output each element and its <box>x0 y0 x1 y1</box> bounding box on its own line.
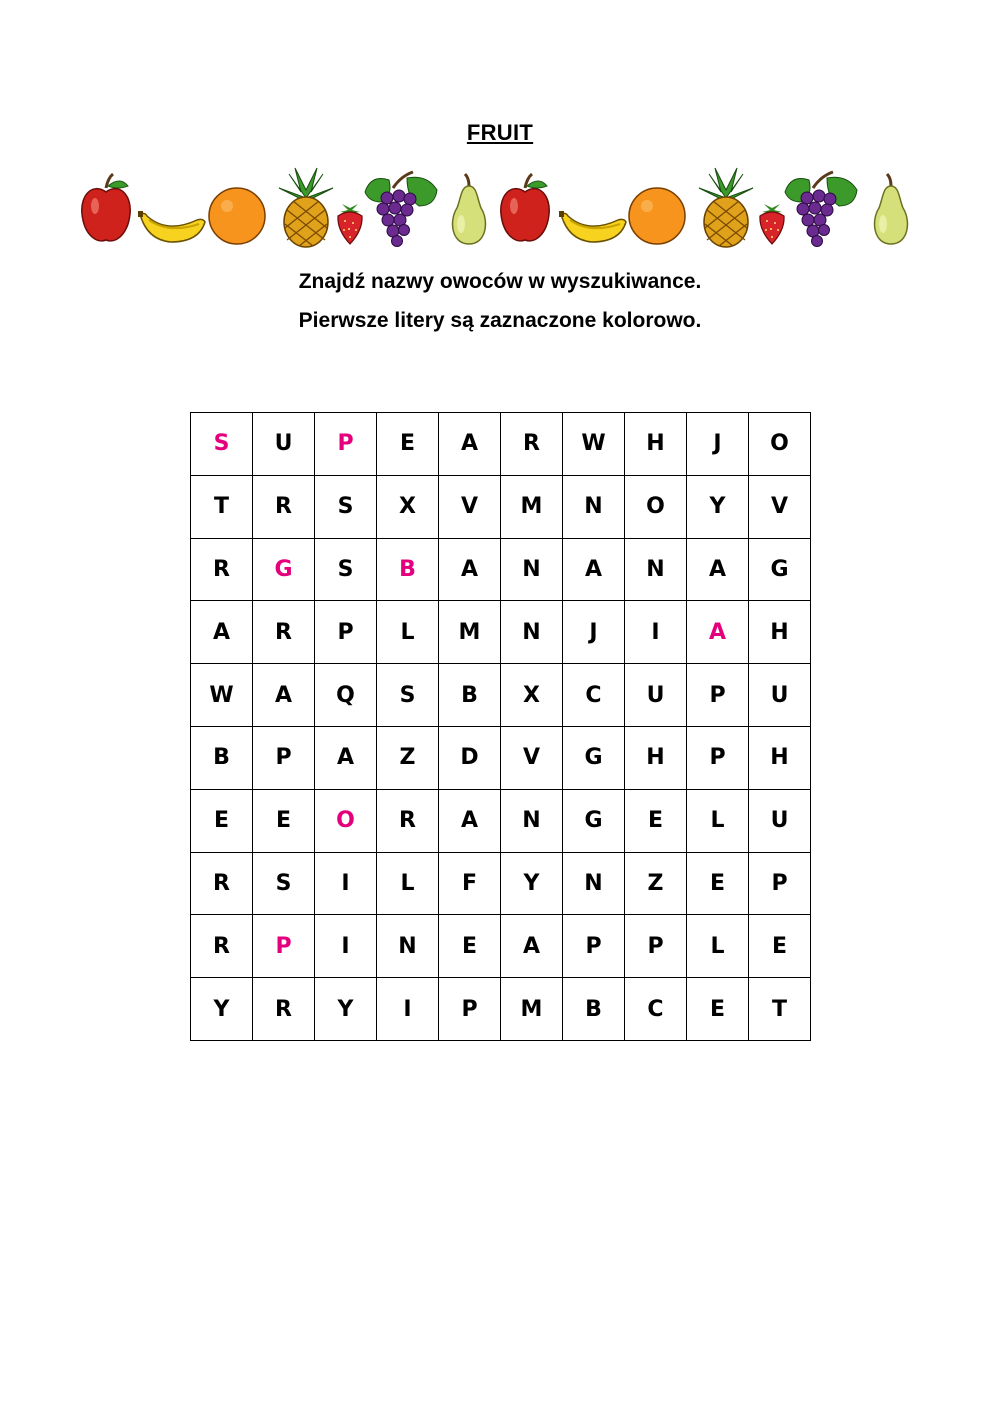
grid-cell[interactable]: R <box>253 601 315 664</box>
grid-cell-highlighted[interactable]: B <box>377 538 439 601</box>
grid-cell[interactable]: A <box>563 538 625 601</box>
grid-cell[interactable]: M <box>501 475 563 538</box>
grid-cell[interactable]: I <box>377 978 439 1041</box>
grid-cell[interactable]: P <box>253 726 315 789</box>
page-title: FRUIT <box>466 120 534 145</box>
grid-cell[interactable]: N <box>501 538 563 601</box>
grid-cell[interactable]: C <box>625 978 687 1041</box>
grid-cell[interactable]: Q <box>315 664 377 727</box>
grid-cell[interactable]: Y <box>501 852 563 915</box>
grid-cell[interactable]: A <box>439 538 501 601</box>
grid-cell[interactable]: S <box>315 475 377 538</box>
grapes-icon <box>783 168 861 248</box>
grid-cell[interactable]: A <box>191 601 253 664</box>
grid-cell[interactable]: M <box>501 978 563 1041</box>
grid-cell[interactable]: A <box>253 664 315 727</box>
grid-cell[interactable]: U <box>749 664 811 727</box>
grid-cell[interactable]: J <box>563 601 625 664</box>
grid-row <box>191 413 811 476</box>
grid-cell[interactable]: X <box>501 664 563 727</box>
grid-cell[interactable]: P <box>749 852 811 915</box>
grid-cell[interactable]: R <box>191 538 253 601</box>
grid-cell[interactable]: E <box>749 915 811 978</box>
grid-cell[interactable]: O <box>749 413 811 476</box>
pear-icon <box>447 168 491 248</box>
grid-cell[interactable]: V <box>501 726 563 789</box>
grid-cell[interactable]: R <box>253 978 315 1041</box>
grid-cell[interactable]: N <box>501 789 563 852</box>
grid-cell[interactable]: H <box>625 726 687 789</box>
pear-icon <box>869 168 913 248</box>
grid-cell[interactable]: U <box>625 664 687 727</box>
grid-cell[interactable]: B <box>191 726 253 789</box>
grid-cell[interactable]: E <box>191 789 253 852</box>
grid-cell[interactable]: R <box>191 915 253 978</box>
grid-cell[interactable]: X <box>377 475 439 538</box>
grid-cell[interactable]: C <box>563 664 625 727</box>
grid-row <box>191 538 811 601</box>
grid-cell[interactable]: L <box>687 915 749 978</box>
grid-cell[interactable]: J <box>687 413 749 476</box>
grid-cell[interactable]: A <box>439 789 501 852</box>
grid-cell[interactable]: P <box>439 978 501 1041</box>
grid-cell[interactable]: E <box>439 915 501 978</box>
grid-cell[interactable]: N <box>563 852 625 915</box>
orange-icon <box>627 168 687 248</box>
grid-cell[interactable]: A <box>687 538 749 601</box>
grid-cell[interactable]: L <box>687 789 749 852</box>
grid-cell[interactable]: R <box>191 852 253 915</box>
grid-cell[interactable]: M <box>439 601 501 664</box>
grid-cell-highlighted[interactable]: P <box>315 413 377 476</box>
grid-cell[interactable]: S <box>315 538 377 601</box>
grid-cell[interactable]: G <box>563 789 625 852</box>
grid-cell-highlighted[interactable]: P <box>253 915 315 978</box>
grid-cell[interactable]: E <box>687 978 749 1041</box>
grid-cell-highlighted[interactable]: S <box>191 413 253 476</box>
grid-cell[interactable]: N <box>501 601 563 664</box>
grid-row <box>191 978 811 1041</box>
grid-cell[interactable]: P <box>687 664 749 727</box>
strawberry-icon <box>335 168 365 248</box>
instruction-line-1: Znajdź nazwy owoców w wyszukiwance. <box>298 270 702 293</box>
grid-cell[interactable]: T <box>749 978 811 1041</box>
grid-cell[interactable]: F <box>439 852 501 915</box>
grid-cell[interactable]: I <box>315 915 377 978</box>
apple-icon <box>499 168 551 248</box>
grid-cell-highlighted[interactable]: O <box>315 789 377 852</box>
grid-cell[interactable]: N <box>625 538 687 601</box>
grid-row <box>191 475 811 538</box>
grid-cell[interactable]: V <box>439 475 501 538</box>
orange-icon <box>207 168 267 248</box>
grid-cell[interactable]: Y <box>191 978 253 1041</box>
grid-cell[interactable]: S <box>377 664 439 727</box>
pineapple-icon <box>275 168 337 248</box>
grid-cell[interactable]: H <box>625 413 687 476</box>
grid-cell[interactable]: R <box>501 413 563 476</box>
grid-cell[interactable]: E <box>625 789 687 852</box>
pineapple-icon <box>695 168 757 248</box>
grid-cell[interactable]: R <box>377 789 439 852</box>
grid-cell[interactable]: N <box>377 915 439 978</box>
apple-icon <box>80 168 132 248</box>
grid-cell[interactable]: P <box>625 915 687 978</box>
grid-cell[interactable]: P <box>563 915 625 978</box>
grid-cell-highlighted[interactable]: A <box>687 601 749 664</box>
grid-cell[interactable]: Z <box>377 726 439 789</box>
grid-cell-highlighted[interactable]: G <box>253 538 315 601</box>
grid-row <box>191 726 811 789</box>
grid-cell[interactable]: H <box>749 601 811 664</box>
grapes-icon <box>363 168 441 248</box>
grid-cell[interactable]: A <box>501 915 563 978</box>
grid-cell[interactable]: I <box>625 601 687 664</box>
instruction-line-2: Pierwsze litery są zaznaczone kolorowo. <box>298 309 702 332</box>
banana-icon <box>137 168 207 248</box>
grid-cell[interactable]: S <box>253 852 315 915</box>
grid-cell[interactable]: H <box>749 726 811 789</box>
grid-cell[interactable]: Y <box>687 475 749 538</box>
grid-cell[interactable]: G <box>749 538 811 601</box>
grid-cell[interactable]: P <box>315 601 377 664</box>
grid-cell[interactable]: I <box>315 852 377 915</box>
grid-cell[interactable]: L <box>377 601 439 664</box>
grid-cell[interactable]: G <box>563 726 625 789</box>
grid-cell[interactable]: U <box>749 789 811 852</box>
grid-cell[interactable]: D <box>439 726 501 789</box>
grid-row <box>191 852 811 915</box>
word-search-grid <box>190 412 811 1041</box>
banana-icon <box>558 168 628 248</box>
grid-cell[interactable]: P <box>687 726 749 789</box>
grid-cell[interactable]: E <box>687 852 749 915</box>
grid-cell[interactable]: L <box>377 852 439 915</box>
grid-cell[interactable]: E <box>377 413 439 476</box>
grid-row <box>191 915 811 978</box>
grid-cell[interactable]: N <box>563 475 625 538</box>
grid-cell[interactable]: Y <box>315 978 377 1041</box>
grid-cell[interactable]: A <box>439 413 501 476</box>
grid-row <box>191 789 811 852</box>
grid-cell[interactable]: Z <box>625 852 687 915</box>
grid-cell[interactable]: B <box>563 978 625 1041</box>
grid-cell[interactable]: O <box>625 475 687 538</box>
grid-cell[interactable]: E <box>253 789 315 852</box>
grid-row <box>191 601 811 664</box>
grid-cell[interactable]: B <box>439 664 501 727</box>
grid-cell[interactable]: W <box>563 413 625 476</box>
grid-cell[interactable]: A <box>315 726 377 789</box>
grid-cell[interactable]: V <box>749 475 811 538</box>
grid-cell[interactable]: W <box>191 664 253 727</box>
grid-cell[interactable]: R <box>253 475 315 538</box>
grid-cell[interactable]: T <box>191 475 253 538</box>
fruit-border <box>75 168 920 250</box>
grid-cell[interactable]: U <box>253 413 315 476</box>
grid-row <box>191 664 811 727</box>
